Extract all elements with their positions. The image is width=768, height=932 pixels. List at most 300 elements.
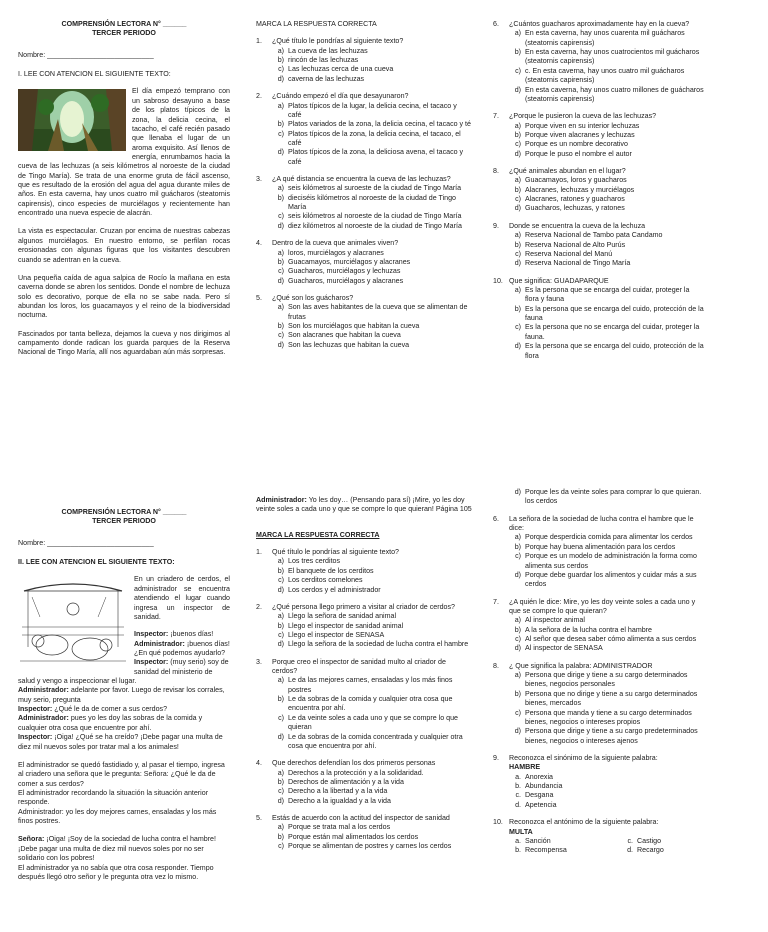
option-letter: c. xyxy=(627,836,633,845)
answer-option[interactable] xyxy=(270,787,472,796)
question-2 xyxy=(256,603,472,650)
option-text: Porque debe guardar los alimentos y cuidar más a sus cerdos xyxy=(525,570,697,589)
answer-option[interactable] xyxy=(270,322,472,331)
answer-option[interactable] xyxy=(270,769,472,778)
option-letter: a) xyxy=(277,557,284,566)
question-number: 4. xyxy=(256,759,262,768)
answer-option[interactable] xyxy=(270,75,472,84)
option-letter: c) xyxy=(278,129,284,138)
option-text: seis kilómetros al suroeste de la ciudad de Tingo María xyxy=(288,184,462,193)
option-list xyxy=(493,286,705,361)
option-text: Platos típicos de la zona, la delicia cecina, el tacaco, el café xyxy=(288,129,461,147)
option-letter: a. xyxy=(515,836,521,845)
question-number: 2. xyxy=(256,602,262,611)
option-text: Platos típicos de la zona, la deliciosa avena, el tacaco y café xyxy=(288,148,464,166)
option-text: Porque están mal alimentados los cerdos xyxy=(288,832,419,841)
option-text: Le da veinte soles a cada uno y que se compre lo que quieran xyxy=(288,713,458,732)
option-letter: b) xyxy=(514,48,521,57)
answer-option[interactable] xyxy=(507,571,705,590)
option-text: Llego el inspector de SENASA xyxy=(288,630,385,639)
option-text: Abundancia xyxy=(525,782,563,791)
option-text: Porque les da veinte soles para comprar lo que quieran. los cerdos xyxy=(525,488,702,506)
question-keyword: MULTA xyxy=(509,827,533,836)
answer-option[interactable] xyxy=(270,714,472,733)
option-letter: d. xyxy=(515,800,521,809)
option-letter: a) xyxy=(277,612,284,621)
answer-option[interactable] xyxy=(270,120,472,129)
question-number: 3. xyxy=(256,657,262,666)
option-text: c. En esta caverna, hay unos cuatro mil guácharos (steatornis capirensis) xyxy=(525,66,685,85)
answer-option[interactable] xyxy=(507,323,705,342)
option-text: Derechos a la protección y a la solidaridad. xyxy=(288,768,424,777)
question-7 xyxy=(493,598,705,654)
option-text: Son alacranes que habitan la cueva xyxy=(288,331,401,340)
option-letter: b) xyxy=(277,695,284,704)
option-letter: c) xyxy=(278,713,284,722)
option-letter: c) xyxy=(278,576,284,585)
answer-option[interactable] xyxy=(507,342,705,361)
answer-option[interactable] xyxy=(507,727,705,746)
option-list xyxy=(256,676,472,751)
question-number: 4. xyxy=(256,239,262,248)
option-letter: a) xyxy=(277,676,284,685)
answer-option[interactable] xyxy=(507,616,705,625)
answer-option[interactable] xyxy=(507,782,705,791)
s2-narration-2: El administrador recordando la situación la situación anterior responde. xyxy=(18,788,209,807)
option-text: Porque le puso el nombre el autor xyxy=(525,149,632,158)
option-text: En esta caverna, hay unos cuarenta mil guácharos (steatornis capirensis) xyxy=(525,29,685,47)
question-7-stem xyxy=(493,112,705,121)
s1-section: I. LEE CON ATENCION EL SIGUIENTE TEXTO: xyxy=(18,70,171,79)
option-list xyxy=(493,176,705,213)
option-text: Es la persona que no se encarga del cuidar, proteger la fauna. xyxy=(525,323,700,341)
answer-option[interactable] xyxy=(507,241,705,250)
question-10-stem xyxy=(493,818,705,827)
answer-option[interactable] xyxy=(270,733,472,752)
option-list xyxy=(256,557,472,594)
s2-admin-text: Yo les doy… (Pensando para sí) ¡Mire, yo les doy veinte soles a cada uno y que se compre lo que quieran! Página 105 xyxy=(256,496,472,514)
s2-heading: MARCA LA RESPUESTA CORRECTA xyxy=(256,530,380,539)
option-text: Los cerdos y el administrador xyxy=(288,585,381,594)
answer-option[interactable] xyxy=(270,612,472,621)
speaker-text: (muy serio) soy de sanidad del ministerio de salud y vengo a inspeccionar el lugar. xyxy=(18,658,229,686)
option-text: Llego el inspector de sanidad animal xyxy=(288,621,404,630)
answer-option[interactable] xyxy=(507,626,705,635)
option-letter: d) xyxy=(277,276,284,285)
option-letter: c) xyxy=(515,708,521,717)
option-list xyxy=(256,303,472,350)
question-10-stem xyxy=(493,277,705,286)
option-text: seis kilómetros al noroeste de la ciudad de Tingo María xyxy=(288,212,462,221)
answer-option[interactable] xyxy=(507,709,705,728)
answer-option[interactable] xyxy=(507,846,705,855)
answer-option[interactable] xyxy=(270,249,472,258)
s1-paragraph-3: Una pequeña caída de agua salpica de Rocío la mañana en esta caverna donde se abren los sentidos. Donde el nombre de lechuza solo es decorativo, porque de ella no se sabe nada. Pero sí abundan los loros, los guacamayos y el reino de la biodiversidad nocturna. xyxy=(18,273,230,320)
option-letter: c) xyxy=(278,212,284,221)
s1-heading: MARCA LA RESPUESTA CORRECTA xyxy=(256,20,377,28)
option-letter: a) xyxy=(514,29,521,38)
speaker-text: ¡buenos días! xyxy=(170,630,214,639)
answer-option[interactable] xyxy=(270,567,472,576)
option-letter: a) xyxy=(277,184,284,193)
answer-option[interactable] xyxy=(270,184,472,193)
option-text: Porque se alimentan de postres y carnes los cerdos xyxy=(288,842,452,851)
option-letter: d) xyxy=(514,149,521,158)
option-letter: b. xyxy=(515,782,521,791)
option-text: Porque desperdicia comida para alimentar los cerdos xyxy=(525,533,693,542)
question-5 xyxy=(256,814,472,851)
option-text: Reserva Nacional de Tingo María xyxy=(525,259,631,268)
speaker-label: Administrador: xyxy=(18,686,69,695)
question-6-stem xyxy=(493,515,705,534)
answer-option[interactable] xyxy=(270,842,472,851)
answer-option[interactable] xyxy=(507,635,705,644)
speaker-text: ¿Qué le da de comer a sus cerdos? xyxy=(54,705,168,714)
option-letter: d) xyxy=(277,340,284,349)
answer-option[interactable] xyxy=(270,586,472,595)
question-4-stem xyxy=(256,759,472,768)
answer-option[interactable] xyxy=(270,222,472,231)
option-text: Guacharos, murciélagos y alacranes xyxy=(288,276,404,285)
answer-option[interactable] xyxy=(507,690,705,709)
question-10 xyxy=(493,277,705,361)
answer-option[interactable] xyxy=(507,259,705,268)
option-text: Derecho a la libertad y a la vida xyxy=(288,787,388,796)
answer-option[interactable] xyxy=(270,341,472,350)
answer-option[interactable] xyxy=(270,331,472,340)
speaker-text: ¡Oiga! ¿Qué se ha creído? ¡Debe pagar una multa de diez mil nuevos soles por tratar mal a los animales! xyxy=(18,733,223,751)
option-text: loros, murciélagos y alacranes xyxy=(288,248,384,257)
answer-option[interactable] xyxy=(507,176,705,185)
s2-col2 xyxy=(256,496,472,852)
s2-name-field[interactable]: Nombre: ___________________________ xyxy=(18,538,154,547)
question-8-stem xyxy=(493,167,705,176)
option-letter: a) xyxy=(277,823,284,832)
question-2-stem xyxy=(256,603,472,612)
answer-option[interactable] xyxy=(270,65,472,74)
dialog-line xyxy=(18,733,230,752)
option-text: Alacranes, ratones y guacharos xyxy=(525,195,625,204)
s1-name-field[interactable]: Nombre: ___________________________ xyxy=(18,50,154,59)
question-3 xyxy=(256,658,472,752)
option-text: Al inspector animal xyxy=(525,616,585,625)
question-text: ¿Porque le pusieron la cueva de las lechuzas? xyxy=(509,112,657,121)
option-text: Porque es un nombre decorativo xyxy=(525,140,628,149)
answer-option[interactable] xyxy=(270,797,472,806)
s1-subtitle: TERCER PERIODO xyxy=(92,29,156,38)
option-text: Le da sobras de la comida concentrada y cualquier otra cosa que encuentra por ahí. xyxy=(288,732,463,750)
option-letter: b. xyxy=(515,846,521,855)
answer-option[interactable] xyxy=(270,267,472,276)
answer-option[interactable] xyxy=(507,773,705,782)
option-text: A la señora de la lucha contra el hambre xyxy=(525,625,652,634)
question-4 xyxy=(256,239,472,286)
answer-option[interactable] xyxy=(270,557,472,566)
question-text: Que derechos defendían los dos primeros personas xyxy=(272,759,436,768)
question-text: ¿Cuántos guacharos aproximadamente hay en la cueva? xyxy=(509,20,690,28)
option-letter: b) xyxy=(514,130,521,139)
option-list xyxy=(493,231,705,268)
s2-intro: En un criadero de cerdos, el administrador se encuentra atendiendo el lugar cuando ingresa un inspector de sanidad. xyxy=(134,575,230,621)
option-letter: d) xyxy=(277,74,284,83)
question-9-stem xyxy=(493,222,705,231)
answer-option[interactable] xyxy=(507,67,705,86)
option-list xyxy=(256,102,472,168)
option-letter: a) xyxy=(277,46,284,55)
option-letter: b) xyxy=(277,56,284,65)
option-text: diez kilómetros al noroeste de la ciudad de Tingo María xyxy=(288,221,462,230)
answer-option[interactable] xyxy=(507,231,705,240)
option-letter: b) xyxy=(277,832,284,841)
speaker-label: Inspector: xyxy=(18,733,53,742)
option-letter: a) xyxy=(514,671,521,680)
answer-option[interactable] xyxy=(270,631,472,640)
option-letter: b) xyxy=(514,625,521,634)
answer-option[interactable] xyxy=(507,801,705,810)
question-text: ¿A qué distancia se encuentra la cueva de las lechuzas? xyxy=(272,175,451,184)
answer-option[interactable] xyxy=(507,250,705,259)
option-letter: b) xyxy=(277,257,284,266)
answer-option[interactable] xyxy=(507,644,705,653)
option-list xyxy=(256,612,472,649)
option-text: Apetencia xyxy=(525,800,557,809)
question-number: 8. xyxy=(493,661,499,670)
option-letter: d) xyxy=(277,732,284,741)
question-number: 6. xyxy=(493,20,499,28)
option-letter: c) xyxy=(278,842,284,851)
answer-option[interactable] xyxy=(270,130,472,149)
question-8 xyxy=(493,167,705,214)
answer-option[interactable] xyxy=(507,131,705,140)
s2-subtitle: TERCER PERIODO xyxy=(92,517,156,526)
s2-title: COMPRENSIÓN LECTORA N° ______ xyxy=(61,508,187,516)
answer-option[interactable] xyxy=(507,186,705,195)
option-letter: d) xyxy=(277,796,284,805)
option-letter: c) xyxy=(278,267,284,276)
option-list xyxy=(256,249,472,286)
option-letter: a) xyxy=(514,616,521,625)
option-letter: a) xyxy=(277,303,284,312)
option-letter: a) xyxy=(514,231,521,240)
question-2 xyxy=(256,92,472,167)
speaker-text: adelante por favor. Luego de revisar los corrales, muy serio, pregunta xyxy=(18,686,225,704)
s2-narration-3: Administrador: yo les doy mejores carnes, ensaladas y los más finos postres. xyxy=(18,807,217,826)
option-text: Recargo xyxy=(637,846,664,855)
answer-option[interactable] xyxy=(507,140,705,149)
answer-option[interactable] xyxy=(270,576,472,585)
answer-option[interactable] xyxy=(270,194,472,213)
option-letter: b) xyxy=(277,193,284,202)
question-5 xyxy=(256,294,472,350)
option-letter: b) xyxy=(514,240,521,249)
answer-option[interactable] xyxy=(507,86,705,105)
answer-option[interactable] xyxy=(270,212,472,221)
option-letter: c) xyxy=(515,140,521,149)
question-text: ¿Qué son los guácharos? xyxy=(272,293,354,302)
question-6 xyxy=(493,515,705,590)
answer-option[interactable] xyxy=(507,671,705,690)
option-letter: c) xyxy=(515,323,521,332)
s2-narration-1: El administrador se quedó fastidiado y, al pasar el tiempo, ingresa al criadero una señora que le pregunta: Señora: ¿Qué le da de comer a sus cerdos? xyxy=(18,760,225,788)
option-text: Anorexia xyxy=(525,772,553,781)
s2-narration-4: El administrador ya no sabía que otra cosa responder. Tiempo después llegó otro señor y le pregunta otra vez lo mismo. xyxy=(18,863,214,881)
answer-option[interactable] xyxy=(507,543,705,552)
option-text: Llego la señora de sanidad animal xyxy=(288,612,397,621)
question-text: ¿Qué título le pondrías al siguiente texto? xyxy=(272,37,404,46)
option-text: Guacamayos, murciélagos y alacranes xyxy=(288,257,411,266)
question-text: ¿Qué persona llego primero a visitar al criador de cerdos? xyxy=(272,602,455,611)
answer-option[interactable] xyxy=(507,533,705,542)
option-text: Porque hay buena alimentación para los cerdos xyxy=(525,542,676,551)
option-letter: d) xyxy=(514,204,521,213)
question-number: 9. xyxy=(493,221,499,230)
option-letter: c) xyxy=(515,249,521,258)
question-3-stem xyxy=(256,658,472,677)
question-number: 10. xyxy=(493,276,503,285)
option-text: Reserva Nacional de Tambo pata Candamo xyxy=(525,231,663,240)
option-letter: c) xyxy=(278,65,284,74)
question-9 xyxy=(493,754,705,810)
answer-option[interactable] xyxy=(507,29,705,48)
answer-option[interactable] xyxy=(270,823,472,832)
question-text: ¿Cuándo empezó el día que desayunaron? xyxy=(272,92,409,101)
question-5-continued xyxy=(493,488,705,507)
answer-option[interactable] xyxy=(270,676,472,695)
question-6-stem xyxy=(493,20,705,29)
dialog-line xyxy=(18,714,230,733)
answer-option[interactable] xyxy=(270,258,472,267)
s1-questions-6-10 xyxy=(493,20,705,361)
s1-col3 xyxy=(493,20,705,361)
s2-admin-label: Administrador: xyxy=(256,496,307,504)
option-text: Guacharos, lechuzas, y ratones xyxy=(525,204,625,213)
option-text: Persona que no dirige y tiene a su cargo determinados bienes, mercados xyxy=(525,689,698,708)
question-4 xyxy=(256,759,472,806)
answer-option[interactable] xyxy=(270,277,472,286)
option-text: Son las aves habitantes de la cueva que se alimentan de frutas xyxy=(288,303,468,321)
option-letter: a) xyxy=(514,121,521,130)
option-letter: c) xyxy=(515,66,521,75)
option-letter: c) xyxy=(278,630,284,639)
option-text: En esta caverna, hay unos cuatrocientos mil guácharos (steatornis capirensis) xyxy=(525,48,700,66)
option-letter: d) xyxy=(277,148,284,157)
option-letter: b) xyxy=(277,322,284,331)
option-text: Persona que manda y tiene a su cargo determinados bienes, negocios o intereses propios xyxy=(525,708,692,726)
answer-option[interactable] xyxy=(270,56,472,65)
option-list xyxy=(493,122,705,159)
answer-option[interactable] xyxy=(507,305,705,324)
option-letter: a) xyxy=(514,285,521,294)
answer-option[interactable] xyxy=(507,204,705,213)
question-text: ¿Qué animales abundan en el lugar? xyxy=(509,167,626,176)
s2-admin-final xyxy=(256,496,472,515)
option-letter: a. xyxy=(515,772,521,781)
question-text: Dentro de la cueva que animales viven? xyxy=(272,239,399,248)
option-text: Guacharos, murciélagos y lechuzas xyxy=(288,267,401,276)
question-4-stem xyxy=(256,239,472,248)
option-text: Reserva Nacional del Manú xyxy=(525,249,613,258)
option-letter: d) xyxy=(514,342,521,351)
answer-option[interactable] xyxy=(507,48,705,67)
option-letter: c) xyxy=(515,552,521,561)
answer-option[interactable] xyxy=(270,148,472,167)
question-7 xyxy=(493,112,705,159)
s2-questions-5d-10 xyxy=(493,488,705,856)
speaker-label: Inspector: xyxy=(134,658,169,667)
question-number: 5. xyxy=(256,293,262,302)
option-text: Porque es un modelo de administración la forma como alimenta sus cerdos xyxy=(525,552,697,570)
option-letter: c) xyxy=(278,331,284,340)
question-text: Reconozca el antónimo de la siguiente palabra: xyxy=(509,818,659,827)
s2-senora-text: ¡Oiga! ¡Soy de la sociedad de lucha contra el hambre! ¡Debe pagar una multa de diez mil nuevos soles por no ser solidario con los pobres! xyxy=(18,835,216,863)
answer-option[interactable] xyxy=(507,122,705,131)
option-text: Es la persona que se encarga del cuido, protección de la flora xyxy=(525,342,704,360)
option-text: Guacamayos, loros y guacharos xyxy=(525,176,627,185)
option-letter: d) xyxy=(277,640,284,649)
option-letter: d) xyxy=(277,221,284,230)
option-text: Son los murciélagos que habitan la cueva xyxy=(288,322,420,331)
answer-option[interactable] xyxy=(507,791,705,800)
question-8 xyxy=(493,662,705,746)
option-text: Recompensa xyxy=(525,846,567,855)
speaker-label: Administrador: xyxy=(18,714,69,723)
s2-col1 xyxy=(18,508,230,882)
option-text: Desgana xyxy=(525,791,554,800)
option-list xyxy=(493,616,705,653)
option-text: Al inspector de SENASA xyxy=(525,644,603,653)
option-text: Los tres cerditos xyxy=(288,557,341,566)
answer-option[interactable] xyxy=(507,195,705,204)
option-text: Las lechuzas cerca de una cueva xyxy=(288,65,394,74)
answer-option[interactable] xyxy=(507,552,705,571)
option-text: Es la persona que se encarga del cuido, protección de la fauna xyxy=(525,304,704,323)
dialog-line xyxy=(18,686,230,705)
answer-option[interactable] xyxy=(270,622,472,631)
question-1-stem xyxy=(256,37,472,46)
option-list xyxy=(493,773,705,810)
option-text: En esta caverna, hay unos cuatro millones de guácharos (steatornis capirensis) xyxy=(525,85,704,103)
option-text: Porque viven alacranes y lechuzas xyxy=(525,130,635,139)
answer-option[interactable] xyxy=(270,833,472,842)
question-number: 2. xyxy=(256,92,262,101)
option-letter: c) xyxy=(515,195,521,204)
question-number: 3. xyxy=(256,175,262,184)
option-letter: b) xyxy=(277,621,284,630)
option-text: Sanción xyxy=(525,836,551,845)
s2-senora-label: Señora: xyxy=(18,835,45,844)
answer-option[interactable] xyxy=(270,640,472,649)
option-text: Los cerditos comelones xyxy=(288,576,363,585)
option-letter: d) xyxy=(277,585,284,594)
answer-option[interactable] xyxy=(270,778,472,787)
answer-option[interactable] xyxy=(507,488,705,507)
answer-option[interactable] xyxy=(507,837,705,846)
question-number: 7. xyxy=(493,597,499,606)
answer-option[interactable] xyxy=(270,102,472,121)
option-text: Reserva Nacional de Alto Purús xyxy=(525,240,626,249)
option-letter: a) xyxy=(277,768,284,777)
answer-option[interactable] xyxy=(270,695,472,714)
option-text: Derecho a la igualdad y a la vida xyxy=(288,796,391,805)
s1-paragraph-2: La vista es espectacular. Cruzan por encima de nuestras cabezas algunos murciélagos. En nuestro entorno, se perfilan rocas erosionadas con algunas figuras que los visitantes descubren cuando se adentran en la cueva. xyxy=(18,227,230,264)
option-text: Persona que dirige y tiene a su cargo determinados bienes, negocios personales xyxy=(525,671,688,689)
question-text: La señora de la sociedad de lucha contra el hambre que le dice: xyxy=(509,514,694,533)
question-number: 8. xyxy=(493,167,499,176)
answer-option[interactable] xyxy=(270,47,472,56)
answer-option[interactable] xyxy=(507,150,705,159)
answer-option[interactable] xyxy=(270,303,472,322)
answer-option[interactable] xyxy=(507,286,705,305)
